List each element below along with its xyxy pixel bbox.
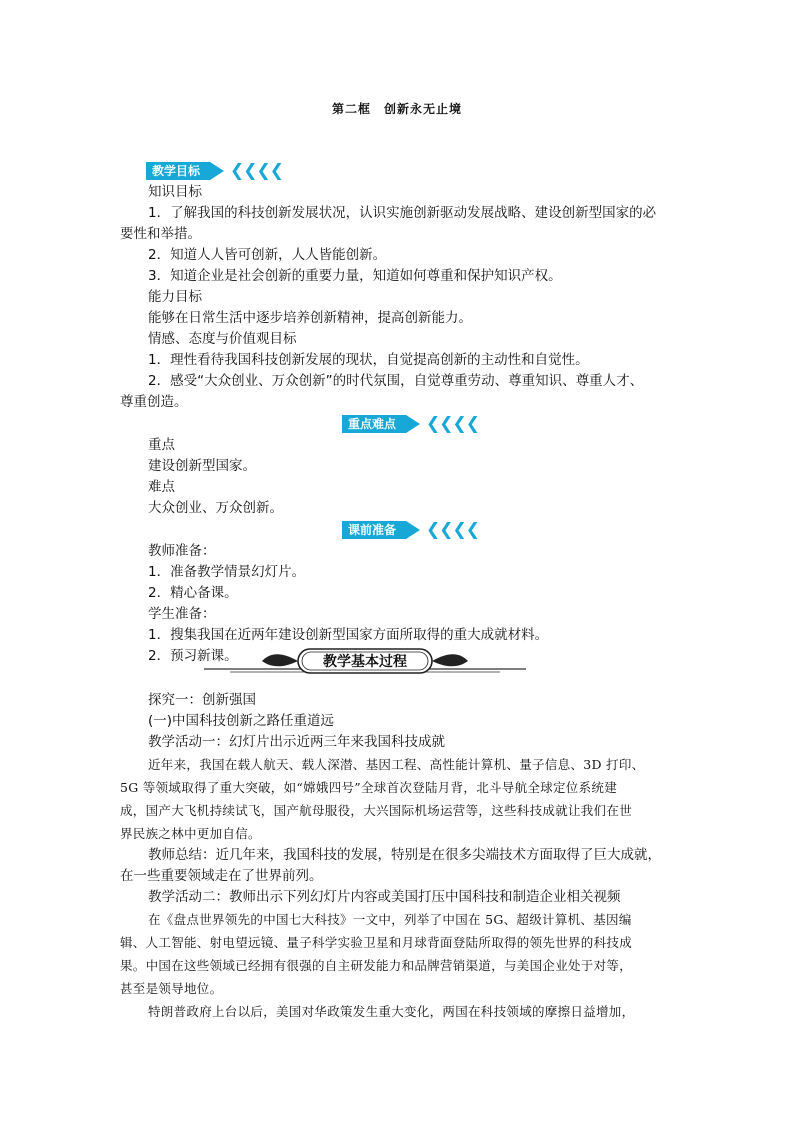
teacher-summary: 教师总结：近几年来，我国科技的发展，特别是在很多尖端技术方面取得了巨大成就， — [148, 847, 661, 863]
activity1-text: 近年来，我国在载人航天、载人深潜、基因工程、高性能计算机、量子信息、3D 打印、 — [148, 757, 645, 772]
activity2-text: 果。中国在这些领域已经拥有很强的自主研发能力和品牌营销渠道，与美国企业处于对等， — [120, 958, 633, 973]
ornament-swirl-icon — [262, 654, 298, 666]
activity2-text: 特朗普政府上台以后，美国对华政策发生重大变化，两国在科技领域的摩擦日益增加， — [148, 1004, 635, 1019]
activity1-text: 成，国产大飞机持续试飞，国产航母服役，大兴国际机场运营等，这些科技成就让我们在世 — [120, 803, 633, 818]
preparation-banner-label: 课前准备 — [342, 521, 406, 539]
inquiry-heading: 探究一：创新强国 — [148, 692, 256, 708]
goals-banner-label: 教学目标 — [146, 162, 210, 180]
ornament-swirl-icon — [432, 654, 468, 666]
knowledge-heading: 知识目标 — [148, 184, 202, 200]
teacher-prep-heading: 教师准备： — [148, 543, 216, 559]
page-title: 第二框 创新永无止境 — [331, 102, 462, 116]
student-prep-item: 2．预习新课。 — [148, 648, 238, 664]
section-heading: (一)中国科技创新之路任重道远 — [148, 713, 335, 729]
process-banner — [200, 647, 530, 677]
student-prep-heading: 学生准备： — [148, 606, 216, 622]
attitude-item: 2．感受“大众创业、万众创新”的时代氛围，自觉尊重劳动、尊重知识、尊重人才、 — [148, 373, 644, 389]
key-points-banner — [342, 413, 680, 435]
chevron-left-icon: ❮❮❮❮ — [230, 161, 283, 181]
process-banner-label: 教学基本过程 — [323, 654, 407, 670]
chevron-left-icon: ❮❮❮❮ — [426, 520, 479, 540]
activity1-text: 界民族之林中更加自信。 — [120, 826, 261, 841]
attitude-heading: 情感、态度与价值观目标 — [148, 331, 297, 347]
knowledge-item: 1．了解我国的科技创新发展状况，认识实施创新驱动发展战略、建设创新型国家的必 — [148, 205, 657, 221]
knowledge-item: 3．知道企业是社会创新的重要力量，知道如何尊重和保护知识产权。 — [148, 268, 562, 284]
teacher-summary: 在一些重要领域走在了世界前列。 — [120, 868, 323, 884]
activity2-heading: 教学活动二：教师出示下列幻灯片内容或美国打压中国科技和制造企业相关视频 — [148, 889, 621, 905]
difficult-heading: 难点 — [148, 479, 175, 495]
activity1-text: 5G 等领域取得了重大突破，如“嫦娥四号”全球首次登陆月背，北斗导航全球定位系统建 — [120, 780, 617, 795]
key-heading: 重点 — [148, 437, 175, 453]
knowledge-item: 2．知道人人皆可创新，人人皆能创新。 — [148, 247, 387, 263]
chevron-left-icon: ❮❮❮❮ — [426, 414, 479, 434]
student-prep-item: 1．搜集我国在近两年建设创新型国家方面所取得的重大成就材料。 — [148, 627, 549, 643]
teacher-prep-item: 2．精心备课。 — [148, 585, 238, 601]
preparation-banner — [342, 519, 680, 541]
attitude-item: 尊重创造。 — [120, 394, 188, 410]
goals-banner — [146, 160, 680, 182]
ability-text: 能够在日常生活中逐步培养创新精神，提高创新能力。 — [148, 310, 472, 326]
attitude-item: 1．理性看待我国科技创新发展的现状，自觉提高创新的主动性和自觉性。 — [148, 352, 589, 368]
knowledge-item: 要性和举措。 — [120, 226, 201, 242]
activity1-heading: 教学活动一：幻灯片出示近两三年来我国科技成就 — [148, 734, 445, 750]
document-body — [120, 160, 680, 667]
ability-heading: 能力目标 — [148, 289, 202, 305]
activity2-text: 甚至是领导地位。 — [120, 981, 223, 996]
process-body — [120, 690, 680, 1023]
difficult-text: 大众创业、万众创新。 — [148, 500, 283, 516]
key-points-banner-label: 重点难点 — [342, 415, 406, 433]
teacher-prep-item: 1．准备教学情景幻灯片。 — [148, 564, 306, 580]
activity2-text: 在《盘点世界领先的中国七大科技》一文中，列举了中国在 5G、超级计算机、基因编 — [148, 912, 632, 927]
activity2-text: 辑、人工智能、射电望远镜、量子科学实验卫星和月球背面登陆所取得的领先世界的科技成 — [120, 935, 633, 950]
key-text: 建设创新型国家。 — [148, 458, 256, 474]
